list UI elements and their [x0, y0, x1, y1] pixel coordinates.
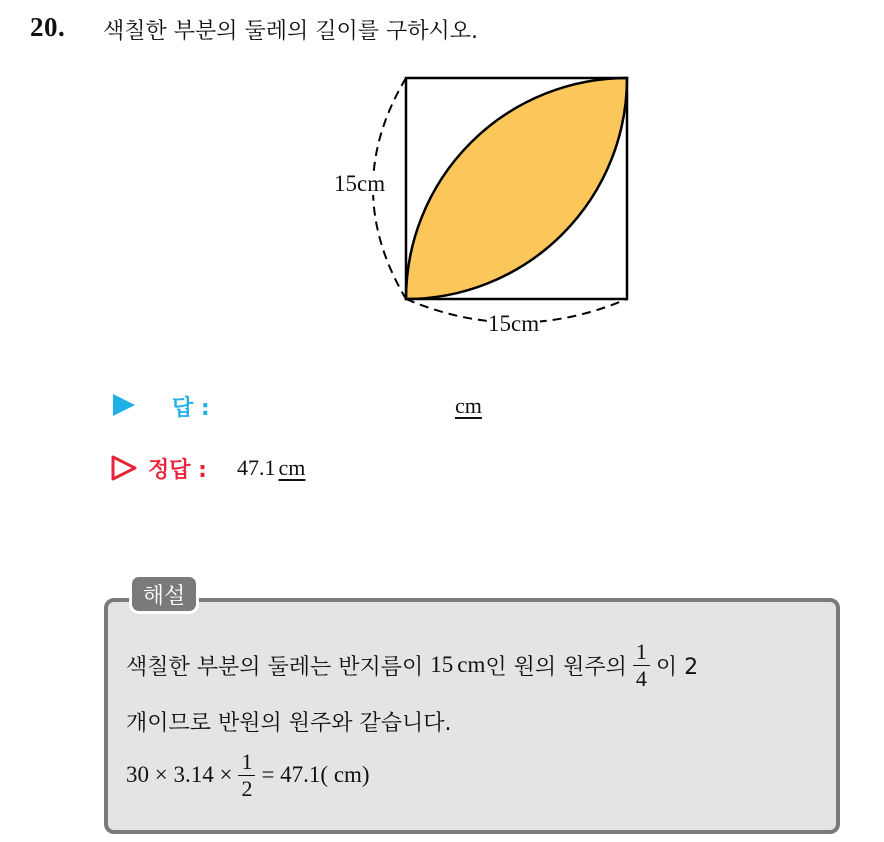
explanation-formula	[126, 746, 370, 804]
explanation-line-2: 개이므로 반원의 원주와 같습니다.	[126, 711, 452, 736]
question-text: 색칠한 부분의 둘레의 길이를 구하시오.	[103, 19, 478, 44]
fraction-one-quarter-denominator: 4	[635, 665, 647, 691]
explanation-tag: 해설	[129, 574, 199, 614]
correct-answer-value	[237, 455, 305, 481]
correct-answer-arrow-icon	[110, 454, 138, 482]
answer-arrow-icon	[111, 392, 137, 418]
left-side-label: 15cm	[334, 171, 386, 196]
formula-right: = 47.1( cm)	[261, 762, 370, 787]
explanation-line1-middle: 인 원의 원주의	[485, 654, 627, 680]
correct-answer-unit: cm	[278, 455, 306, 480]
bottom-side-label: 15cm	[488, 311, 540, 336]
explanation-line-1	[126, 636, 698, 694]
formula-left: 30 × 3.14 ×	[126, 762, 233, 787]
correct-answer-label: 정답 :	[148, 458, 207, 483]
explanation-line1-after: 이 2	[655, 654, 699, 680]
shaded-leaf-region	[406, 78, 627, 299]
question-number: 20.	[30, 12, 66, 42]
fraction-one-half-denominator: 2	[241, 775, 253, 801]
fraction-one-half-numerator: 1	[238, 750, 255, 775]
explanation-radius-number: 15	[430, 652, 454, 677]
fraction-one-quarter-numerator: 1	[633, 640, 650, 665]
fraction-one-half	[238, 750, 255, 799]
answer-unit: cm	[455, 393, 482, 418]
fraction-one-quarter	[633, 640, 650, 689]
correct-answer-number: 47.1	[237, 455, 276, 480]
answer-label: 답 :	[172, 396, 210, 421]
explanation-line1-before: 색칠한 부분의 둘레는 반지름이	[126, 654, 431, 680]
explanation-radius-unit: cm	[457, 652, 486, 677]
